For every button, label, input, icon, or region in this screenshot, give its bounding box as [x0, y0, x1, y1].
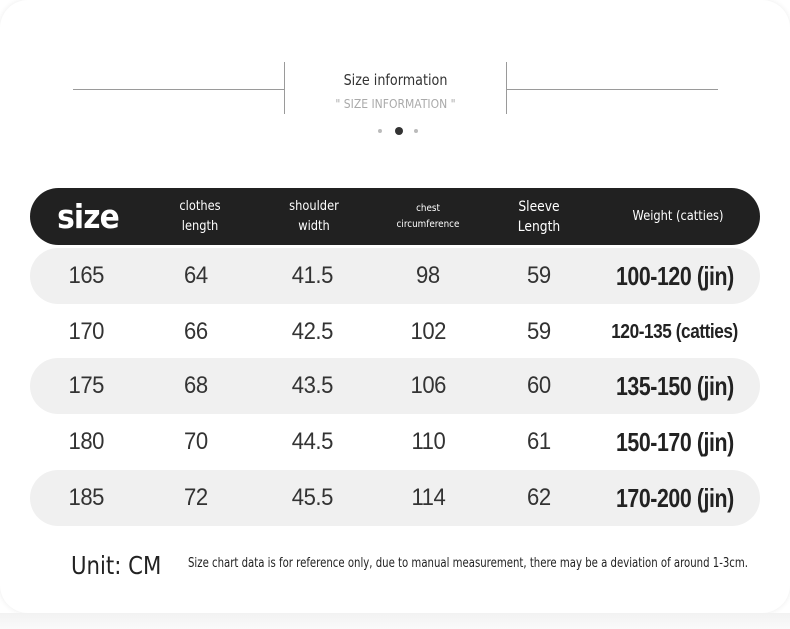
cell-sleeve: 59 [527, 262, 551, 289]
header-divider-right [506, 62, 507, 114]
header-shoulder-width [254, 188, 374, 245]
carousel-indicator [372, 126, 422, 136]
cell-chest: 98 [416, 262, 440, 289]
cell-weight: 100-120 (jin) [616, 260, 734, 291]
header-label-line: Sleeve [518, 198, 560, 215]
page-subtitle: " SIZE INFORMATION " [335, 97, 456, 111]
cell-size: 165 [68, 262, 104, 289]
cell-weight: 135-150 (jin) [616, 370, 734, 401]
cell-clothes-length: 72 [184, 484, 208, 511]
cell-weight: 170-200 (jin) [616, 482, 734, 513]
table-row [30, 248, 760, 304]
cell-weight: 150-170 (jin) [616, 426, 734, 457]
disclaimer-note: Size chart data is for reference only, due to manual measurement, there may be a deviation of around 1-3cm. [188, 556, 748, 571]
indicator-dot [414, 129, 418, 133]
header-label-line: width [298, 218, 330, 234]
cell-sleeve: 59 [527, 318, 551, 345]
cell-size: 175 [68, 372, 104, 399]
cell-shoulder-width: 42.5 [291, 318, 333, 345]
table-row [30, 470, 760, 526]
header-chest-circumference [374, 188, 482, 245]
cell-weight: 120-135 (catties) [611, 320, 739, 343]
header-label-line: length [181, 218, 219, 234]
header-weight [596, 188, 760, 245]
cell-sleeve: 61 [527, 428, 551, 455]
cell-shoulder-width: 41.5 [291, 262, 333, 289]
cell-shoulder-width: 43.5 [291, 372, 333, 399]
cell-shoulder-width: 45.5 [291, 484, 333, 511]
table-row [30, 358, 760, 414]
unit-label: Unit: CM [71, 551, 162, 580]
cell-shoulder-width: 44.5 [291, 428, 333, 455]
table-header [30, 188, 760, 245]
header-label-line: Length [517, 218, 561, 235]
header-label-line: Weight (catties) [632, 208, 724, 224]
page-title: Size information [343, 71, 448, 89]
cell-sleeve: 60 [527, 372, 551, 399]
header-divider-left [284, 62, 285, 114]
indicator-dot-active [395, 127, 403, 135]
header-label-line: clothes [179, 198, 221, 214]
cell-size: 170 [68, 318, 104, 345]
header-sleeve-length [482, 188, 596, 245]
indicator-dot [378, 129, 382, 133]
cell-size: 185 [68, 484, 104, 511]
header-clothes-length [146, 188, 254, 245]
cell-chest: 106 [410, 372, 446, 399]
header-rule-right [507, 89, 718, 90]
header-rule-left [73, 89, 284, 90]
table-row [30, 414, 760, 470]
table-row [30, 304, 760, 360]
cell-chest: 114 [411, 484, 445, 511]
header-size [30, 188, 146, 245]
cell-sleeve: 62 [527, 484, 551, 511]
bottom-background [0, 613, 790, 629]
header-label-line: shoulder [289, 198, 339, 214]
cell-clothes-length: 70 [184, 428, 208, 455]
cell-clothes-length: 64 [184, 262, 208, 289]
cell-chest: 102 [410, 318, 446, 345]
cell-size: 180 [68, 428, 104, 455]
cell-clothes-length: 66 [184, 318, 208, 345]
header-label-line: circumference [396, 218, 460, 230]
header-size-label: size [57, 196, 119, 236]
cell-chest: 110 [411, 428, 445, 455]
header-label-line: chest [416, 202, 440, 214]
cell-clothes-length: 68 [184, 372, 208, 399]
